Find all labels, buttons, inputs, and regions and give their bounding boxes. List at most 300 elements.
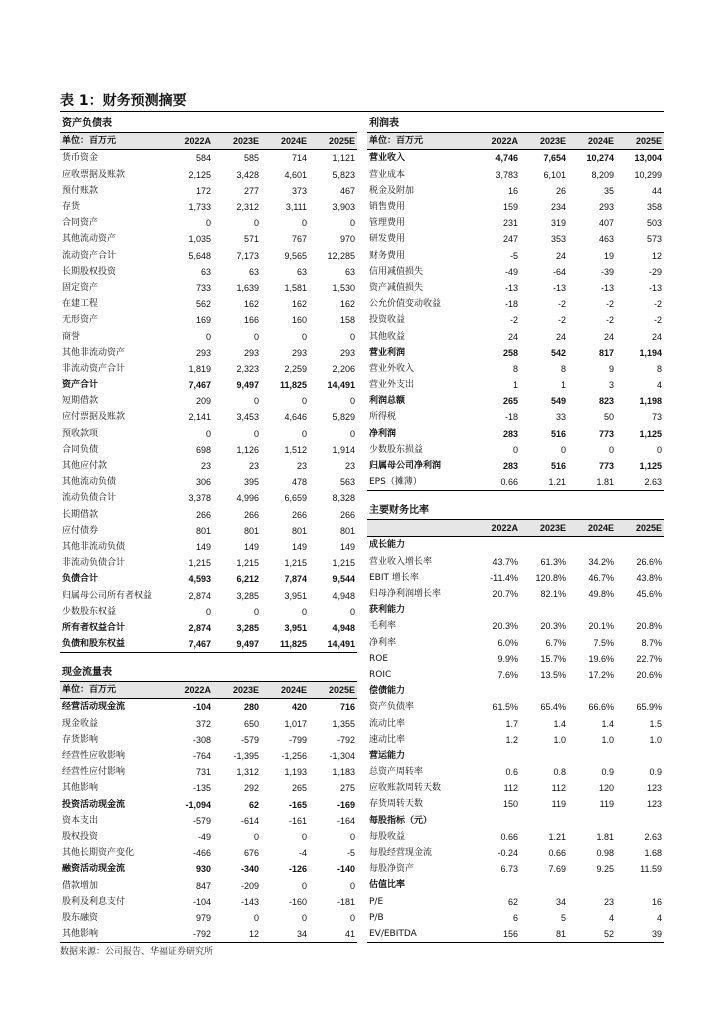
- value-cell: 4,948: [332, 590, 356, 601]
- value-cell: 0: [301, 428, 307, 439]
- value-cell: 4: [657, 912, 663, 923]
- year-header-cell: 2024E: [568, 520, 616, 537]
- table-row: [367, 458, 664, 474]
- row-label: 营业成本: [369, 169, 406, 180]
- value-cell: 15.7%: [540, 653, 566, 664]
- value-cell: 34: [555, 896, 566, 907]
- row-label: 短期借款: [62, 396, 99, 407]
- value-cell: 293: [243, 347, 259, 358]
- page-title: 表 1：财务预测摘要: [60, 93, 187, 109]
- value-cell: 0: [350, 331, 356, 342]
- value-cell: 20.8%: [636, 621, 663, 632]
- value-cell: 817: [598, 347, 614, 358]
- value-cell: 9,544: [332, 574, 356, 585]
- value-cell: 4,948: [332, 622, 356, 633]
- value-cell: 2.63: [644, 831, 663, 842]
- value-cell: -5: [347, 848, 356, 859]
- value-cell: 14,491: [309, 636, 357, 653]
- row-label: 每股收益: [369, 831, 406, 842]
- table-row: [60, 312, 357, 328]
- value-cell: [520, 537, 568, 554]
- table-row: [367, 554, 664, 570]
- row-label: 预收款项: [62, 428, 99, 439]
- row-label: 资产负债率: [369, 702, 415, 713]
- table-row: [60, 490, 357, 506]
- row-label: 财务费用: [369, 250, 406, 261]
- value-cell: 0: [301, 831, 307, 842]
- table-row: [60, 507, 357, 523]
- value-cell: 0: [253, 831, 259, 842]
- table-row: [367, 683, 664, 699]
- value-cell: 20.3%: [540, 621, 566, 632]
- value-cell: 49.8%: [588, 589, 614, 600]
- section-title: 资产负债表: [60, 116, 357, 133]
- value-cell: 24: [652, 331, 663, 342]
- value-cell: 650: [243, 718, 259, 729]
- value-cell: 150: [502, 799, 518, 810]
- row-label: 在建工程: [62, 299, 99, 310]
- value-cell: 293: [598, 202, 614, 213]
- value-cell: 5,648: [188, 250, 211, 261]
- table-row: [367, 764, 664, 780]
- value-cell: 63: [345, 266, 356, 277]
- row-label: 投资活动现金流: [62, 799, 126, 810]
- value-cell: 9,497: [213, 636, 261, 653]
- value-cell: 266: [339, 509, 356, 520]
- value-cell: 0: [253, 606, 259, 617]
- table-row: [60, 523, 357, 539]
- section-title: 主要财务比率: [367, 503, 664, 520]
- row-label: 固定资产: [62, 282, 99, 293]
- table-row: [367, 393, 664, 409]
- table-row: [367, 813, 664, 829]
- table-row: [367, 926, 664, 943]
- table-row: [60, 877, 357, 893]
- value-cell: 6,212: [236, 574, 259, 585]
- value-cell: [616, 813, 664, 829]
- value-cell: -1,094: [185, 799, 211, 810]
- value-cell: 160: [291, 315, 307, 326]
- value-cell: 81: [520, 926, 568, 943]
- value-cell: 63: [296, 266, 307, 277]
- value-cell: 112: [551, 783, 566, 794]
- value-cell: 714: [291, 153, 307, 164]
- value-cell: 584: [195, 153, 211, 164]
- value-cell: -308: [192, 734, 211, 745]
- value-cell: 372: [195, 718, 211, 729]
- year-header-cell: 2025E: [616, 520, 664, 537]
- year-header-cell: 2023E: [520, 133, 568, 150]
- value-cell: 120: [598, 783, 614, 794]
- table-row: [367, 183, 664, 199]
- value-cell: 3,783: [495, 169, 518, 180]
- value-cell: 8,328: [332, 493, 356, 504]
- value-cell: 266: [291, 509, 307, 520]
- value-cell: 120.8%: [535, 572, 566, 583]
- value-cell: 1,126: [236, 444, 259, 455]
- value-cell: 573: [646, 234, 663, 245]
- value-cell: 3,428: [236, 169, 259, 180]
- cash-flow-table: [60, 665, 357, 943]
- value-cell: -126: [288, 864, 307, 875]
- value-cell: 1.0: [553, 734, 566, 745]
- value-cell: 1,193: [284, 767, 307, 778]
- table-row: [367, 732, 664, 748]
- value-cell: 8: [657, 363, 663, 374]
- row-label: 少数股东损益: [369, 444, 424, 455]
- row-label: 应付票据及账款: [62, 412, 126, 423]
- table-row: [367, 699, 664, 715]
- value-cell: 1,121: [332, 153, 356, 164]
- year-header-cell: 2025E: [616, 133, 664, 150]
- table-row: [367, 635, 664, 651]
- table-row: [60, 215, 357, 231]
- value-cell: 2,141: [188, 412, 211, 423]
- value-cell: 2,874: [188, 622, 211, 633]
- year-header-cell: 2022A: [472, 520, 520, 537]
- value-cell: 0: [350, 428, 356, 439]
- value-cell: 306: [195, 477, 211, 488]
- value-cell: 1.68: [644, 848, 663, 859]
- value-cell: 9.25: [596, 864, 614, 875]
- value-cell: 0: [205, 428, 211, 439]
- table-header-row: [60, 682, 357, 699]
- table-row: [367, 361, 664, 377]
- value-cell: 1.21: [548, 831, 566, 842]
- value-cell: 979: [195, 912, 211, 923]
- value-cell: 353: [550, 234, 566, 245]
- table-row: [60, 797, 357, 813]
- table-row: [60, 248, 357, 264]
- value-cell: 12: [213, 926, 261, 943]
- value-cell: 373: [291, 185, 307, 196]
- value-cell: 162: [339, 299, 356, 310]
- value-cell: 231: [502, 218, 518, 229]
- row-label: 流动比率: [369, 718, 406, 729]
- value-cell: -13: [649, 282, 663, 293]
- section-title-row: [367, 116, 664, 133]
- row-label: 存货周转天数: [369, 799, 424, 810]
- value-cell: 45.6%: [636, 589, 663, 600]
- table-row: [60, 861, 357, 877]
- value-cell: 801: [243, 525, 259, 536]
- value-cell: 0: [350, 606, 356, 617]
- table-row: [367, 894, 664, 910]
- value-cell: -1,256: [281, 751, 307, 762]
- value-cell: 3,111: [285, 202, 307, 213]
- table-row: [367, 312, 664, 328]
- value-cell: 17.2%: [588, 669, 614, 680]
- value-cell: [520, 748, 568, 764]
- value-cell: 293: [195, 347, 211, 358]
- table-row: [60, 732, 357, 748]
- value-cell: -209: [240, 880, 259, 891]
- value-cell: [520, 683, 568, 699]
- table-header-row: [367, 133, 664, 150]
- row-label: 应付债券: [62, 525, 99, 536]
- value-cell: 1.21: [520, 474, 568, 491]
- value-cell: 6,659: [284, 493, 307, 504]
- balance-sheet-table: [60, 116, 357, 653]
- value-cell: 0: [301, 396, 307, 407]
- table-row: [60, 555, 357, 571]
- value-cell: [472, 877, 520, 893]
- value-cell: 258: [502, 347, 518, 358]
- value-cell: 4: [657, 380, 663, 391]
- value-cell: 0: [253, 396, 259, 407]
- row-label: 归属母公司所有者权益: [62, 590, 153, 601]
- table-row: [60, 780, 357, 796]
- value-cell: -792: [337, 734, 356, 745]
- value-cell: 0: [301, 606, 307, 617]
- value-cell: 0.9: [601, 767, 614, 778]
- value-cell: 63: [248, 266, 259, 277]
- year-header-cell: 2025E: [309, 133, 357, 150]
- value-cell: 0: [301, 912, 307, 923]
- value-cell: 50: [603, 412, 614, 423]
- value-cell: 7,467: [188, 380, 211, 391]
- table-row: [367, 215, 664, 231]
- row-label: 经营性应收影响: [62, 751, 126, 762]
- table-row: [367, 651, 664, 667]
- value-cell: -764: [192, 751, 211, 762]
- row-label: 信用减值损失: [369, 266, 424, 277]
- row-label: 流动负债合计: [62, 493, 117, 504]
- value-cell: 10,299: [634, 169, 663, 180]
- table-row: [60, 361, 357, 377]
- value-cell: 23: [200, 461, 211, 472]
- value-cell: 123: [646, 799, 663, 810]
- row-label: ROE: [369, 653, 389, 664]
- table-row: [60, 167, 357, 183]
- table-row: [60, 571, 357, 587]
- value-cell: 169: [195, 315, 211, 326]
- value-cell: 0: [512, 444, 518, 455]
- value-cell: -169: [337, 799, 356, 810]
- table-row: [60, 409, 357, 425]
- value-cell: 5,823: [332, 169, 356, 180]
- year-header-cell: 2022A: [472, 133, 520, 150]
- value-cell: 2,312: [236, 202, 259, 213]
- value-cell: 0.6: [505, 767, 518, 778]
- value-cell: -181: [337, 896, 356, 907]
- row-label: 所有者权益合计: [62, 622, 126, 633]
- row-label: 少数股东权益: [62, 606, 117, 617]
- row-label: 净利润: [369, 428, 397, 439]
- value-cell: -49: [504, 266, 518, 277]
- section-title-row: [60, 665, 357, 682]
- row-label: 每股经营现金流: [369, 848, 433, 859]
- value-cell: -161: [288, 815, 307, 826]
- row-label: 偿债能力: [369, 686, 406, 697]
- value-cell: 8: [512, 363, 518, 374]
- value-cell: 1.4: [553, 718, 566, 729]
- value-cell: -39: [600, 266, 614, 277]
- value-cell: 0: [253, 912, 259, 923]
- value-cell: 0: [301, 218, 307, 229]
- value-cell: 19: [603, 250, 614, 261]
- row-label: 预付账款: [62, 185, 99, 196]
- value-cell: 65.9%: [636, 702, 663, 713]
- value-cell: -2: [654, 315, 663, 326]
- table-row: [60, 699, 357, 716]
- row-label: 营业外收入: [369, 363, 415, 374]
- row-label: 应收账款周转天数: [369, 783, 442, 794]
- row-label: 资本支出: [62, 815, 99, 826]
- value-cell: 0: [560, 444, 566, 455]
- value-cell: 1,733: [188, 202, 211, 213]
- value-cell: 801: [195, 525, 211, 536]
- table-row: [60, 910, 357, 926]
- year-header-cell: 2025E: [309, 682, 357, 699]
- value-cell: 2,874: [188, 590, 211, 601]
- value-cell: 1,639: [236, 282, 259, 293]
- row-label: 非流动资产合计: [62, 363, 126, 374]
- row-label: 净利率: [369, 637, 397, 648]
- row-label: 无形资产: [62, 315, 99, 326]
- row-label: 其他长期资产变化: [62, 848, 135, 859]
- table-row: [60, 926, 357, 943]
- value-cell: -2: [605, 315, 614, 326]
- value-cell: 463: [598, 234, 614, 245]
- value-cell: 733: [195, 282, 211, 293]
- value-cell: 319: [550, 218, 566, 229]
- value-cell: 1.7: [505, 718, 518, 729]
- year-header-cell: 2024E: [261, 133, 309, 150]
- row-label: 货币资金: [62, 153, 99, 164]
- value-cell: 293: [339, 347, 356, 358]
- value-cell: 13.5%: [540, 669, 566, 680]
- table-row: [367, 264, 664, 280]
- value-cell: 478: [291, 477, 307, 488]
- value-cell: 162: [291, 299, 307, 310]
- section-title-row: [367, 503, 664, 520]
- value-cell: 1,581: [284, 282, 307, 293]
- value-cell: [472, 813, 520, 829]
- value-cell: [616, 748, 664, 764]
- row-label: 税金及附加: [369, 185, 415, 196]
- value-cell: 2,125: [188, 169, 211, 180]
- value-cell: 7,874: [284, 574, 307, 585]
- value-cell: -160: [288, 896, 307, 907]
- table-row: [367, 377, 664, 393]
- value-cell: -18: [504, 412, 518, 423]
- value-cell: -29: [649, 266, 663, 277]
- value-cell: 247: [502, 234, 518, 245]
- value-cell: 1,198: [639, 396, 663, 407]
- table-row: [60, 845, 357, 861]
- value-cell: 0: [253, 331, 259, 342]
- value-cell: 0: [350, 880, 356, 891]
- value-cell: 847: [195, 880, 211, 891]
- table-row: [60, 150, 357, 167]
- value-cell: 3,285: [236, 622, 259, 633]
- value-cell: 6.7%: [545, 637, 566, 648]
- value-cell: 8: [560, 363, 566, 374]
- value-cell: 149: [291, 541, 307, 552]
- value-cell: 1,017: [284, 718, 307, 729]
- value-cell: 0: [301, 331, 307, 342]
- table-row: [367, 780, 664, 796]
- row-label: 每股净资产: [369, 864, 415, 875]
- value-cell: -1,395: [233, 751, 259, 762]
- value-cell: -340: [240, 864, 259, 875]
- value-cell: 1.4: [601, 718, 614, 729]
- value-cell: 82.1%: [540, 589, 566, 600]
- value-cell: [472, 537, 520, 554]
- value-cell: 275: [339, 783, 356, 794]
- value-cell: 16: [507, 185, 518, 196]
- value-cell: -2: [654, 299, 663, 310]
- row-label: 管理费用: [369, 218, 406, 229]
- table-row: [367, 426, 664, 442]
- value-cell: 2.63: [616, 474, 664, 491]
- value-cell: -466: [192, 848, 211, 859]
- row-label: 获利能力: [369, 605, 406, 616]
- value-cell: -64: [552, 266, 566, 277]
- value-cell: 563: [339, 477, 356, 488]
- value-cell: 5,829: [332, 412, 356, 423]
- value-cell: 119: [599, 799, 614, 810]
- value-cell: 801: [339, 525, 356, 536]
- value-cell: [616, 537, 664, 554]
- value-cell: 3: [608, 380, 614, 391]
- value-cell: 7,654: [543, 153, 566, 164]
- value-cell: 41: [309, 926, 357, 943]
- value-cell: 43.7%: [492, 556, 518, 567]
- table-row: [60, 393, 357, 409]
- value-cell: 0: [253, 428, 259, 439]
- value-cell: 3,453: [236, 412, 259, 423]
- row-label: 其他非流动资产: [62, 347, 126, 358]
- table-row: [60, 604, 357, 620]
- value-cell: 0.8: [553, 767, 566, 778]
- value-cell: 1.2: [505, 734, 518, 745]
- value-cell: -2: [557, 299, 566, 310]
- value-cell: 35: [603, 185, 614, 196]
- value-cell: 0: [350, 218, 356, 229]
- row-label: 长期股权投资: [62, 266, 117, 277]
- value-cell: 0: [205, 331, 211, 342]
- table-row: [60, 764, 357, 780]
- table-row: [367, 474, 664, 491]
- row-label: 归属母公司净利润: [369, 461, 442, 472]
- year-header-cell: 2023E: [520, 520, 568, 537]
- value-cell: 0.9: [649, 767, 663, 778]
- value-cell: 970: [339, 234, 356, 245]
- value-cell: 1,183: [332, 767, 356, 778]
- table-row: [367, 586, 664, 602]
- table-row: [367, 715, 664, 731]
- value-cell: 8.7%: [641, 637, 663, 648]
- value-cell: -4: [298, 848, 307, 859]
- value-cell: 34: [261, 926, 309, 943]
- row-label: 投资收益: [369, 315, 406, 326]
- value-cell: 1.81: [596, 831, 614, 842]
- value-cell: 61.3%: [540, 556, 566, 567]
- value-cell: 773: [598, 461, 614, 472]
- value-cell: 3,951: [284, 590, 307, 601]
- table-row: [367, 231, 664, 247]
- row-label: 合同负债: [62, 444, 99, 455]
- value-cell: 266: [195, 509, 211, 520]
- table-row: [60, 377, 357, 393]
- value-cell: -2: [557, 315, 566, 326]
- table-row: [367, 199, 664, 215]
- row-label: 营运能力: [369, 750, 406, 761]
- value-cell: 1,194: [639, 347, 663, 358]
- value-cell: 44: [652, 185, 663, 196]
